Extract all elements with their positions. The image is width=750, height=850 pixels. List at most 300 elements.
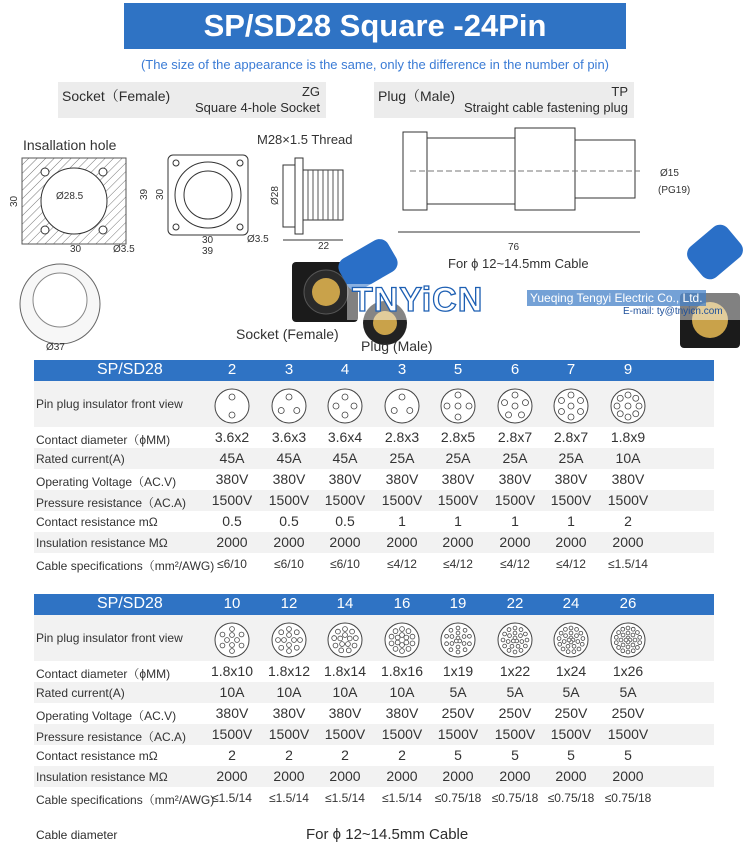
spec-value: 2000	[442, 768, 474, 784]
spec-value: 2000	[273, 768, 305, 784]
pin-contact	[352, 643, 357, 648]
pin-contact	[239, 632, 244, 637]
socket-width-dim: 39	[202, 246, 214, 257]
pin-count: 7	[566, 361, 576, 378]
pin-contact	[614, 403, 620, 409]
pin-contact	[512, 392, 518, 398]
socket-desc: Square 4-hole Socket	[194, 100, 320, 115]
spec-value: 1500V	[494, 492, 536, 508]
pin-contact	[566, 650, 570, 654]
spec-value: 2000	[555, 534, 587, 550]
pin-contact	[519, 634, 523, 638]
pin-contact	[568, 403, 574, 409]
spec-value: 380V	[328, 705, 362, 721]
pin-contact	[287, 643, 292, 648]
spec-table-1	[34, 360, 714, 574]
pin-contact	[332, 636, 337, 641]
pin-contact	[617, 395, 623, 401]
spec-value: 250V	[554, 705, 588, 721]
spec-row	[34, 511, 714, 532]
plug-label: Plug（Male)	[378, 88, 456, 104]
pin-contact	[456, 626, 460, 630]
spec-value: 1500V	[494, 726, 536, 742]
pin-contact	[342, 394, 348, 400]
series-name: SP/SD28	[97, 595, 163, 612]
spec-row-label: Cable specifications（mm²/AWG)	[36, 559, 215, 573]
pin-contact	[463, 628, 467, 632]
spec-value: 5A	[562, 684, 580, 700]
pin-count: 3	[284, 361, 294, 378]
spec-row	[34, 787, 714, 808]
pin-contact	[235, 638, 240, 643]
pin-diagrams	[34, 620, 714, 660]
page-title: SP/SD28 Square -24Pin	[124, 3, 626, 49]
pin-count: 9	[623, 361, 633, 378]
pin-contact	[631, 633, 635, 637]
spec-value: 380V	[215, 705, 249, 721]
spec-value: 1	[398, 513, 406, 529]
pin-count: 6	[510, 361, 520, 378]
pin-contact	[279, 630, 284, 635]
pin-contact	[576, 640, 580, 644]
spec-value: 3.6x4	[327, 429, 363, 445]
pin-contact	[454, 639, 458, 643]
spec-row-label: Pressure resistance（AC.A)	[36, 496, 187, 510]
spec-value: 2	[341, 747, 349, 763]
pin-contact	[353, 636, 358, 641]
socket-photo-label: Socket (Female)	[236, 326, 339, 342]
pin-contact	[449, 648, 453, 652]
spec-value: ≤0.75/18	[547, 791, 595, 805]
pin-contact	[577, 647, 581, 651]
pin-contact	[501, 638, 505, 642]
spec-value: 1500V	[607, 492, 649, 508]
pin-contact	[406, 629, 411, 634]
pin-contact	[351, 403, 357, 409]
pin-contact	[455, 403, 461, 409]
pin-contact	[347, 636, 352, 641]
spec-value: 1500V	[437, 726, 479, 742]
spec-value: 2000	[612, 768, 644, 784]
pin-contact	[466, 403, 472, 409]
pin-contact	[346, 648, 351, 653]
pin-contact	[393, 646, 398, 651]
pin-count: 14	[336, 595, 354, 612]
spec-value: 1500V	[437, 492, 479, 508]
pin-count: 3	[397, 361, 407, 378]
pin-contact	[559, 631, 563, 635]
pin-count: 4	[340, 361, 350, 378]
pin-contact	[621, 643, 625, 647]
socket-label-box	[58, 82, 326, 118]
pin-contact	[229, 394, 235, 400]
spec-value: 1500V	[381, 492, 423, 508]
spec-value: 25A	[389, 450, 415, 466]
pin-contact	[395, 635, 400, 640]
pin-contact	[220, 643, 225, 648]
socket-inner-dim: 30	[155, 188, 166, 200]
pin-contact	[575, 627, 579, 631]
plug-photo-label: Plug (Male)	[361, 338, 433, 354]
thread-dia-dim: Ø28	[270, 186, 281, 205]
spec-row	[34, 703, 714, 724]
pin-contact	[513, 626, 517, 630]
screw-hole-dim: Ø3.5	[113, 244, 135, 255]
pin-count: 26	[619, 595, 637, 612]
pin-contact	[506, 412, 512, 418]
pin-contact	[581, 637, 585, 641]
pin-contact	[635, 631, 639, 635]
pin-contact	[400, 627, 405, 632]
pin-contact	[579, 631, 583, 635]
install-hole-drawing	[9, 158, 135, 255]
spec-value: ≤4/12	[387, 557, 417, 571]
pin-contact	[294, 630, 299, 635]
spec-value: 5A	[506, 684, 524, 700]
pin-contact	[278, 408, 284, 414]
spec-row-label: Contact resistance mΩ	[36, 515, 158, 529]
spec-row-label: Insulation resistance MΩ	[36, 770, 168, 784]
pin-contact	[404, 635, 409, 640]
pin-view-label: Pin plug insulator front view	[36, 397, 183, 411]
socket-side-drawing	[257, 132, 353, 252]
pin-contact	[389, 641, 394, 646]
pin-contact	[572, 650, 576, 654]
spec-value: 1500V	[211, 492, 253, 508]
spec-value: 2.8x7	[497, 429, 533, 445]
spec-value: 5A	[619, 684, 637, 700]
spec-table-2	[34, 594, 714, 808]
pin-contact	[635, 646, 639, 650]
spec-value: 1x24	[555, 663, 587, 679]
pin-contact	[626, 626, 630, 630]
pin-contact	[462, 635, 466, 639]
spec-value: 5	[624, 747, 632, 763]
spec-header	[34, 360, 714, 381]
spec-value: 0.5	[222, 513, 242, 529]
pin-contact	[287, 627, 292, 632]
spec-row	[34, 745, 714, 766]
pin-contact	[626, 631, 630, 635]
pin-contact	[279, 645, 284, 650]
pin-contact	[580, 642, 584, 646]
pin-contact	[410, 641, 415, 646]
spec-value: 2000	[329, 534, 361, 550]
spec-value: 1	[454, 513, 462, 529]
pin-contact	[343, 633, 348, 638]
plug-label-box	[374, 82, 634, 118]
spec-value: 2000	[442, 534, 474, 550]
socket-type	[195, 84, 320, 116]
pin-contact	[578, 398, 584, 404]
spec-value: ≤6/10	[217, 557, 247, 571]
pin-contact	[566, 644, 570, 648]
pin-contact	[557, 637, 561, 641]
spec-value: ≤6/10	[330, 557, 360, 571]
spec-value: 380V	[554, 471, 588, 487]
pin-contact	[333, 643, 338, 648]
pin-contact	[564, 634, 568, 638]
pin-contact	[287, 649, 292, 654]
side-length-dim: 22	[318, 241, 330, 252]
spec-value: 1x26	[612, 663, 644, 679]
pin-contact	[343, 627, 348, 632]
pin-count: 19	[449, 595, 467, 612]
spec-value: ≤0.75/18	[434, 791, 482, 805]
pin-contact	[568, 392, 574, 398]
pin-contact	[298, 638, 303, 643]
pin-contact	[342, 412, 348, 418]
spec-row	[34, 490, 714, 511]
spec-row-label: Insulation resistance MΩ	[36, 536, 168, 550]
spec-value: 2000	[329, 768, 361, 784]
pin-contact	[456, 650, 460, 654]
spec-value: 380V	[611, 471, 645, 487]
pin-contact	[502, 400, 508, 406]
pin-contact	[511, 639, 515, 643]
spec-row	[34, 427, 714, 448]
pin-contact	[625, 414, 631, 420]
pin-view-row	[34, 615, 714, 661]
pin-contact	[510, 644, 514, 648]
socket-label: Socket（Female)	[62, 88, 171, 104]
pin-contact	[558, 398, 564, 404]
pin-contact	[621, 627, 625, 631]
pin-contact	[633, 395, 639, 401]
pin-contact	[230, 627, 235, 632]
pin-contact	[633, 638, 637, 642]
pin-contact	[512, 403, 518, 409]
pin-contact	[406, 646, 411, 651]
plug-code: TP	[611, 84, 628, 99]
spec-value: 2	[285, 747, 293, 763]
pin-contact	[523, 644, 527, 648]
spec-value: 1	[511, 513, 519, 529]
spec-value: 2000	[499, 534, 531, 550]
pin-contact	[575, 634, 579, 638]
install-hole-label: Insallation hole	[23, 137, 117, 153]
pin-contact	[407, 408, 413, 414]
pin-contact	[450, 642, 454, 646]
pin-contact	[562, 640, 566, 644]
spec-value: 2	[398, 747, 406, 763]
pin-contact	[507, 648, 511, 652]
spec-value: 3.6x3	[271, 429, 307, 445]
socket-front-drawing	[139, 155, 269, 257]
pin-contact	[636, 403, 642, 409]
spec-header	[34, 594, 714, 615]
pin-contact	[578, 409, 584, 415]
pin-contact	[558, 409, 564, 415]
spec-value: 2000	[216, 534, 248, 550]
spec-value: 2000	[386, 768, 418, 784]
pin-contact	[519, 648, 523, 652]
spec-value: 1500V	[211, 726, 253, 742]
pin-contact	[638, 641, 642, 645]
spec-value: ≤4/12	[500, 557, 530, 571]
pin-count: 16	[393, 595, 411, 612]
spec-row-label: Operating Voltage（AC.V)	[36, 475, 177, 489]
spec-row-label: Rated current(A)	[36, 452, 125, 466]
pin-contact	[626, 650, 630, 654]
pin-contact	[567, 638, 571, 642]
pin-contact	[276, 638, 281, 643]
pin-contact	[633, 411, 639, 417]
spec-row	[34, 448, 714, 469]
pin-contact	[456, 645, 460, 649]
spec-value: 1.8x10	[210, 663, 254, 679]
pin-contact	[391, 408, 397, 414]
hole-pitch-dim: 30	[70, 244, 82, 255]
spec-value: 45A	[219, 450, 245, 466]
socket-code: ZG	[301, 84, 320, 99]
spec-row	[34, 682, 714, 703]
spec-value: 2000	[273, 534, 305, 550]
pin-count: 5	[453, 361, 463, 378]
pin-contact	[294, 645, 299, 650]
spec-value: 380V	[385, 705, 419, 721]
pin-contact	[444, 403, 450, 409]
pin-contact	[625, 403, 631, 409]
pin-contact	[455, 414, 461, 420]
spec-row-label: Contact diameter（ϕMM)	[36, 667, 171, 681]
pin-contact	[638, 635, 642, 639]
pin-contact	[523, 632, 527, 636]
spec-value: 3.6x2	[214, 429, 250, 445]
pin-contact	[626, 645, 630, 649]
spec-row-label: Operating Voltage（AC.V)	[36, 709, 177, 723]
pin-contact	[631, 627, 635, 631]
pin-contact	[410, 634, 415, 639]
spec-row	[34, 553, 714, 574]
spec-value: 10A	[389, 684, 415, 700]
pin-contact	[624, 638, 628, 642]
plug-gland-dim: (PG19)	[658, 185, 691, 196]
pin-contact	[340, 642, 345, 647]
socket-height-dim: 39	[139, 188, 150, 200]
pin-count: 24	[562, 595, 580, 612]
pin-count: 10	[223, 595, 241, 612]
spec-value: ≤6/10	[274, 557, 304, 571]
spec-value: 380V	[441, 471, 475, 487]
pin-contact	[525, 638, 529, 642]
pin-contact	[230, 643, 235, 648]
spec-value: 10A	[615, 450, 641, 466]
spec-value: 1x19	[442, 663, 474, 679]
pin-contact	[503, 632, 507, 636]
pin-contact	[339, 648, 344, 653]
spec-value: 1500V	[324, 492, 366, 508]
spec-value: 380V	[272, 705, 306, 721]
spec-value: 2	[624, 513, 632, 529]
spec-value: 2000	[216, 768, 248, 784]
cable-diameter-label: Cable diameter	[36, 828, 118, 842]
pin-contact	[230, 633, 235, 638]
spec-value: 380V	[498, 471, 532, 487]
pin-contact	[294, 408, 300, 414]
pin-contact	[350, 629, 355, 634]
spec-row-label: Pressure resistance（AC.A)	[36, 730, 187, 744]
pin-contact	[561, 647, 565, 651]
spec-row-label: Cable specifications（mm²/AWG)	[36, 793, 215, 807]
spec-value: 1x22	[499, 663, 531, 679]
plug-dia-dim: Ø15	[660, 168, 679, 179]
spec-value: 2.8x5	[440, 429, 476, 445]
cable-note: For ϕ 12~14.5mm Cable	[448, 256, 589, 271]
spec-value: 1500V	[268, 726, 310, 742]
spec-value: ≤4/12	[556, 557, 586, 571]
pin-contact	[292, 638, 297, 643]
pin-contact	[455, 392, 461, 398]
watermark-email: E-mail: ty@tnyicn.com	[623, 306, 723, 317]
pin-contact	[621, 649, 625, 653]
pin-contact	[225, 638, 230, 643]
pin-contact	[569, 626, 573, 630]
spec-value: 380V	[215, 471, 249, 487]
pin-contact	[286, 394, 292, 400]
spec-row	[34, 724, 714, 745]
pin-contact	[336, 629, 341, 634]
plug-length-dim: 76	[508, 242, 520, 253]
pin-contact	[338, 636, 343, 641]
spec-value: 5	[511, 747, 519, 763]
watermark-company: Yueqing Tengyi Electric Co., Ltd.	[527, 290, 706, 306]
pin-count: 12	[280, 595, 298, 612]
pin-contact	[287, 633, 292, 638]
cable-diameter-row	[34, 825, 714, 847]
pin-contact	[395, 640, 400, 645]
pin-contact	[572, 644, 576, 648]
spec-value: 2000	[386, 534, 418, 550]
spec-value: 25A	[558, 450, 584, 466]
pin-contact	[456, 631, 460, 635]
spec-value: 5	[454, 747, 462, 763]
pin-contact	[513, 650, 517, 654]
pin-contact	[462, 642, 466, 646]
spec-value: 1500V	[268, 492, 310, 508]
pin-contact	[450, 635, 454, 639]
pin-contact	[558, 642, 562, 646]
pin-contact	[508, 634, 512, 638]
pin-contact	[564, 627, 568, 631]
spec-row	[34, 766, 714, 787]
pin-contact	[463, 648, 467, 652]
spec-row-label: Rated current(A)	[36, 686, 125, 700]
pin-contact	[619, 638, 623, 642]
pin-contact	[569, 631, 573, 635]
page-subtitle: (The size of the appearance is the same, only the difference in the number of pin)	[140, 57, 610, 72]
spec-value: ≤0.75/18	[604, 791, 652, 805]
spec-value: ≤1.5/14	[608, 557, 648, 571]
series-name: SP/SD28	[97, 361, 163, 378]
spec-value: 0.5	[335, 513, 355, 529]
spec-value: 1.8x14	[323, 663, 367, 679]
spec-value: 2000	[555, 768, 587, 784]
spec-value: ≤1.5/14	[325, 791, 365, 805]
spec-value: 250V	[611, 705, 645, 721]
spec-value: 10A	[276, 684, 302, 700]
pin-contact	[389, 634, 394, 639]
spec-value: 10A	[332, 684, 358, 700]
spec-value: 380V	[272, 471, 306, 487]
pin-contact	[516, 644, 520, 648]
spec-value: 5	[567, 747, 575, 763]
pin-contact	[621, 633, 625, 637]
pin-contact	[568, 414, 574, 420]
face-dia-dim: Ø37	[46, 342, 65, 353]
spec-row	[34, 532, 714, 553]
pin-contact	[614, 641, 618, 645]
